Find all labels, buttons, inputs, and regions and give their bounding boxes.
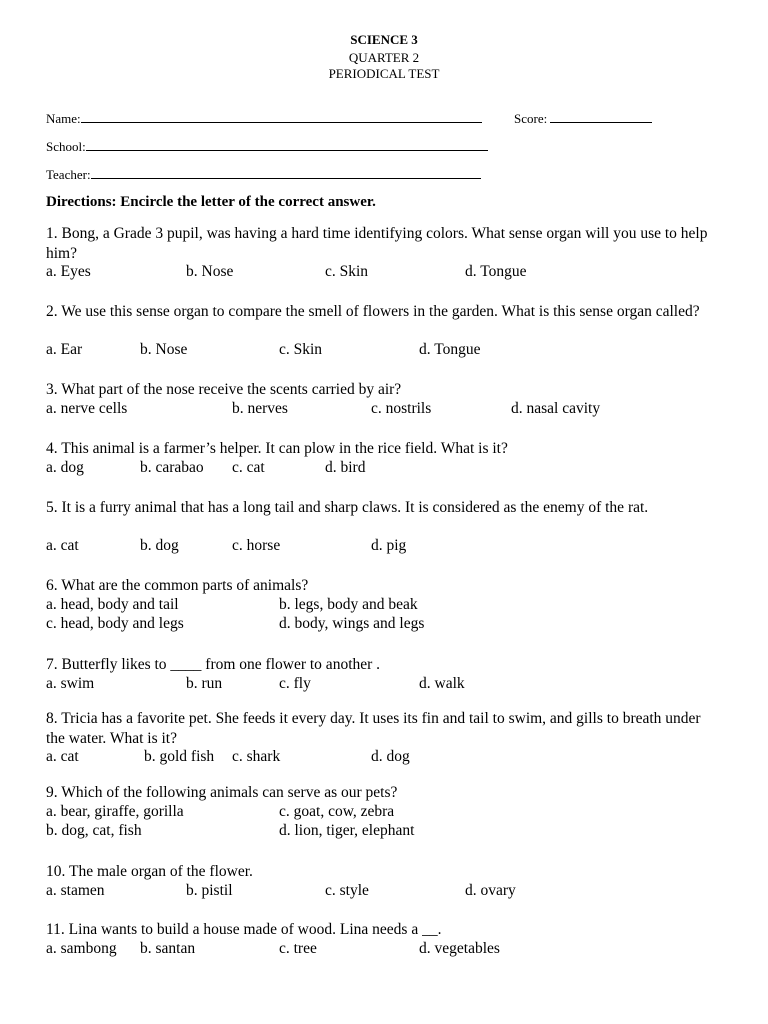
option[interactable]: c. shark	[232, 748, 281, 765]
option[interactable]: a. cat	[46, 537, 79, 554]
question-text: 10. The male organ of the flower.	[46, 863, 253, 880]
option[interactable]: d. vegetables	[419, 940, 500, 957]
option[interactable]: c. cat	[232, 459, 265, 476]
option[interactable]: a. cat	[46, 748, 79, 765]
option[interactable]: b. Nose	[186, 263, 234, 280]
teacher-blank-line[interactable]	[91, 166, 481, 179]
teacher-field[interactable]	[46, 166, 481, 183]
option[interactable]: b. santan	[140, 940, 196, 957]
option[interactable]: d. Tongue	[419, 341, 481, 358]
option[interactable]: b. run	[186, 675, 223, 692]
option[interactable]: b. Nose	[140, 341, 188, 358]
option[interactable]: a. nerve cells	[46, 400, 128, 417]
options-row	[46, 882, 726, 902]
option[interactable]: d. bird	[325, 459, 366, 476]
option[interactable]: c. horse	[232, 537, 281, 554]
option[interactable]: a. head, body and tail	[46, 596, 179, 613]
option[interactable]: d. Tongue	[465, 263, 527, 280]
school-blank-line[interactable]	[86, 138, 488, 151]
question-text: 6. What are the common parts of animals?	[46, 577, 309, 594]
school-label: School:	[46, 139, 86, 154]
option[interactable]: c. nostrils	[371, 400, 432, 417]
option[interactable]: d. lion, tiger, elephant	[279, 822, 415, 839]
option[interactable]: b. gold fish	[144, 748, 215, 765]
option[interactable]: a. Eyes	[46, 263, 91, 280]
option[interactable]: d. body, wings and legs	[279, 615, 425, 632]
options-row	[46, 822, 726, 842]
option[interactable]: b. dog, cat, fish	[46, 822, 142, 839]
question-text: 9. Which of the following animals can serve as our pets?	[46, 784, 398, 801]
score-label: Score:	[514, 111, 548, 126]
name-blank-line[interactable]	[81, 110, 482, 123]
option[interactable]: d. ovary	[465, 882, 516, 899]
option[interactable]: c. goat, cow, zebra	[279, 803, 395, 820]
options-row	[46, 675, 726, 695]
question-text: 7. Butterfly likes to ____ from one flower to another .	[46, 656, 381, 673]
question-text: 11. Lina wants to build a house made of wood. Lina needs a __.	[46, 921, 442, 938]
option[interactable]: a. sambong	[46, 940, 117, 957]
options-row	[46, 596, 726, 616]
options-row	[46, 400, 726, 420]
option[interactable]: a. bear, giraffe, gorilla	[46, 803, 184, 820]
quarter-title: QUARTER 2	[348, 50, 420, 65]
option[interactable]: d. dog	[371, 748, 410, 765]
options-row	[46, 803, 726, 823]
option[interactable]: d. nasal cavity	[511, 400, 601, 417]
question-text: 2. We use this sense organ to compare the smell of flowers in the garden. What is this sense organ called?	[46, 303, 700, 320]
options-row	[46, 615, 726, 635]
option[interactable]: b. legs, body and beak	[279, 596, 418, 613]
subject-title: SCIENCE 3	[350, 32, 418, 47]
directions: Directions: Encircle the letter of the correct answer.	[46, 194, 376, 210]
school-field[interactable]	[46, 138, 488, 155]
question-text: 3. What part of the nose receive the scents carried by air?	[46, 381, 402, 398]
option[interactable]: b. carabao	[140, 459, 204, 476]
name-label: Name:	[46, 111, 81, 126]
name-field[interactable]	[46, 110, 482, 127]
options-row	[46, 341, 726, 361]
option[interactable]: d. walk	[419, 675, 465, 692]
question-text: 8. Tricia has a favorite pet. She feeds it every day. It uses its fin and tail to swim, and gills to breath under the water. What is it?	[46, 710, 701, 747]
option[interactable]: d. pig	[371, 537, 407, 554]
option[interactable]: a. dog	[46, 459, 84, 476]
option[interactable]: b. dog	[140, 537, 179, 554]
options-row	[46, 940, 726, 960]
option[interactable]: c. Skin	[279, 341, 323, 358]
question-text: 5. It is a furry animal that has a long tail and sharp claws. It is considered as the enemy of the rat.	[46, 499, 649, 516]
option[interactable]: c. fly	[279, 675, 311, 692]
question-text: 1. Bong, a Grade 3 pupil, was having a hard time identifying colors. What sense organ will you use to help him?	[46, 225, 708, 262]
teacher-label: Teacher:	[46, 167, 91, 182]
options-row	[46, 459, 726, 479]
option[interactable]: c. tree	[279, 940, 317, 957]
score-field[interactable]	[514, 110, 652, 127]
option[interactable]: c. head, body and legs	[46, 615, 184, 632]
question-text: 4. This animal is a farmer’s helper. It can plow in the rice field. What is it?	[46, 440, 508, 457]
option[interactable]: c. style	[325, 882, 369, 899]
option[interactable]: c. Skin	[325, 263, 369, 280]
options-row	[46, 537, 726, 557]
score-blank-line[interactable]	[550, 110, 652, 123]
options-row	[46, 748, 726, 768]
options-row	[46, 263, 726, 283]
option[interactable]: b. nerves	[232, 400, 288, 417]
option[interactable]: a. swim	[46, 675, 95, 692]
option[interactable]: b. pistil	[186, 882, 233, 899]
option[interactable]: a. stamen	[46, 882, 105, 899]
test-title: PERIODICAL TEST	[328, 66, 440, 81]
option[interactable]: a. Ear	[46, 341, 83, 358]
